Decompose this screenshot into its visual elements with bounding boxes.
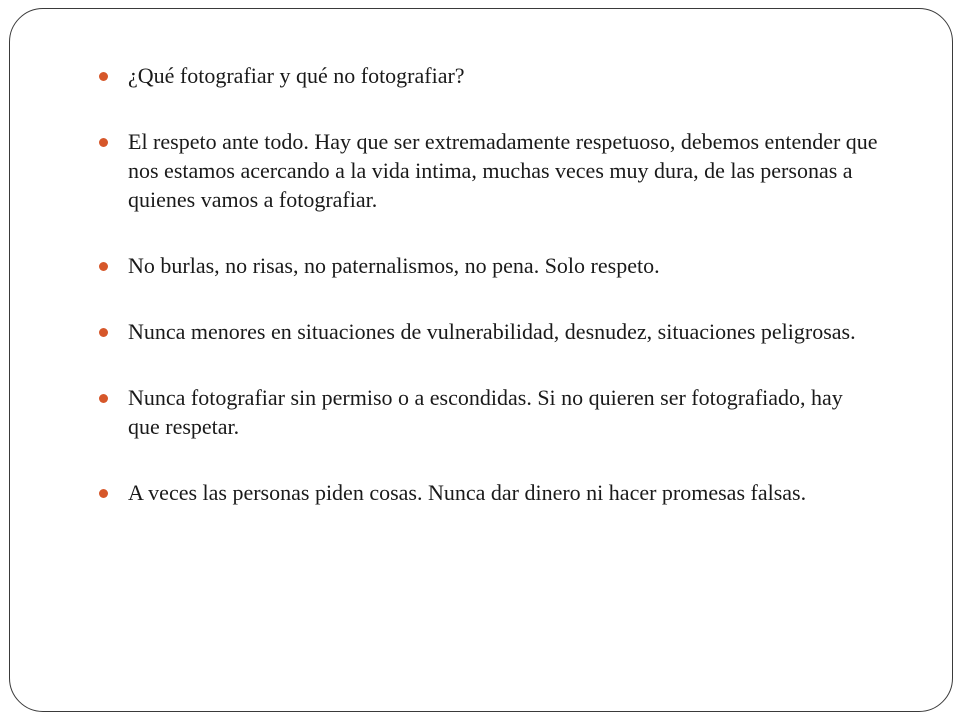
bullet-item: [99, 127, 879, 214]
bullet-dot-icon: [99, 394, 108, 403]
bullet-text: A veces las personas piden cosas. Nunca dar dinero ni hacer promesas falsas.: [128, 480, 807, 505]
bullet-dot-icon: [99, 138, 108, 147]
bullet-text: Nunca menores en situaciones de vulnerabilidad, desnudez, situaciones peligrosas.: [128, 319, 856, 344]
bullet-list: [99, 61, 879, 544]
bullet-text: Nunca fotografiar sin permiso o a escondidas. Si no quieren ser fotografiado, hay que respetar.: [128, 385, 843, 439]
bullet-text: El respeto ante todo. Hay que ser extremadamente respetuoso, debemos entender que nos estamos acercando a la vida intima, muchas veces muy dura, de las personas a quienes vamos a fotografiar.: [128, 129, 878, 212]
bullet-item: [99, 383, 879, 441]
bullet-item: [99, 478, 879, 507]
bullet-dot-icon: [99, 328, 108, 337]
bullet-dot-icon: [99, 489, 108, 498]
bullet-dot-icon: [99, 262, 108, 271]
bullet-item: [99, 61, 879, 90]
bullet-dot-icon: [99, 72, 108, 81]
bullet-item: [99, 251, 879, 280]
bullet-item: [99, 317, 879, 346]
bullet-text: ¿Qué fotografiar y qué no fotografiar?: [128, 63, 465, 88]
bullet-text: No burlas, no risas, no paternalismos, no pena. Solo respeto.: [128, 253, 660, 278]
slide-frame: [9, 8, 953, 712]
